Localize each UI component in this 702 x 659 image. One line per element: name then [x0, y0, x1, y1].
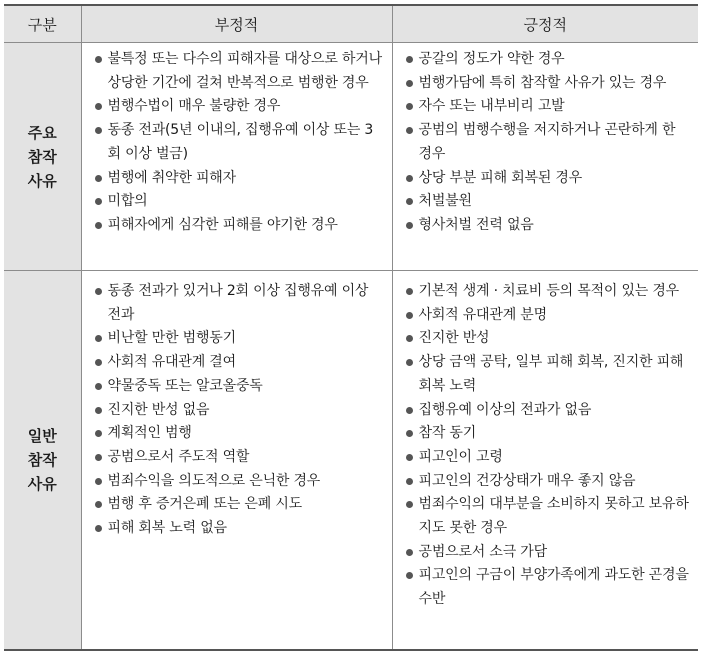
row-category	[4, 121, 81, 193]
category-line: 사유	[27, 475, 57, 493]
list-item: 범죄수익의 대부분을 소비하지 못하고 보유하지도 못한 경우	[405, 493, 691, 540]
negative-factors-cell	[81, 271, 392, 651]
category-line: 일반	[27, 427, 57, 445]
list-item: 진지한 반성 없음	[94, 399, 384, 423]
list-item: 공범으로서 소극 가담	[405, 541, 691, 565]
list-item: 참작 동기	[405, 422, 691, 446]
list-item: 상당 부분 피해 회복된 경우	[405, 167, 691, 191]
list-item: 진지한 반성	[405, 327, 691, 351]
positive-factors-list	[393, 43, 699, 238]
table-row	[4, 271, 698, 651]
positive-factors-list	[393, 271, 699, 612]
list-item: 범행수법이 매우 불량한 경우	[94, 95, 384, 119]
sentencing-factors-table	[4, 4, 698, 651]
positive-factors-cell	[392, 43, 698, 271]
category-line: 주요	[27, 123, 57, 142]
table-header-row	[4, 5, 698, 43]
list-item: 피고인의 건강상태가 매우 좋지 않음	[405, 470, 691, 494]
positive-factors-cell	[392, 271, 698, 651]
header-category: 구분	[4, 5, 81, 43]
list-item: 사회적 유대관계 분명	[405, 304, 691, 328]
list-item: 기본적 생계 · 치료비 등의 목적이 있는 경우	[405, 280, 691, 304]
list-item: 집행유예 이상의 전과가 없음	[405, 399, 691, 423]
list-item: 공범의 범행수행을 저지하거나 곤란하게 한 경우	[405, 119, 691, 166]
list-item: 자수 또는 내부비리 고발	[405, 95, 691, 119]
table-row	[4, 43, 698, 271]
list-item: 피고인의 구금이 부양가족에게 과도한 곤경을 수반	[405, 564, 691, 611]
list-item: 범죄수익을 의도적으로 은닉한 경우	[94, 470, 384, 494]
category-line: 참작	[27, 451, 57, 469]
list-item: 사회적 유대관계 결여	[94, 351, 384, 375]
list-item: 범행 후 증거은폐 또는 은폐 시도	[94, 493, 384, 517]
negative-factors-list	[82, 271, 392, 541]
category-line: 참작	[27, 147, 57, 166]
category-line: 사유	[27, 171, 57, 190]
list-item: 동종 전과(5년 이내의, 집행유예 이상 또는 3회 이상 벌금)	[94, 119, 384, 166]
header-positive: 긍정적	[392, 5, 698, 43]
negative-factors-list	[82, 43, 392, 238]
list-item: 상당 금액 공탁, 일부 피해 회복, 진지한 피해 회복 노력	[405, 351, 691, 398]
list-item: 피해 회복 노력 없음	[94, 517, 384, 541]
list-item: 동종 전과가 있거나 2회 이상 집행유예 이상 전과	[94, 280, 384, 327]
row-category-cell	[4, 43, 81, 271]
list-item: 비난할 만한 범행동기	[94, 327, 384, 351]
list-item: 처벌불원	[405, 190, 691, 214]
header-negative: 부정적	[81, 5, 392, 43]
list-item: 피고인이 고령	[405, 446, 691, 470]
row-category	[4, 424, 81, 496]
list-item: 피해자에게 심각한 피해를 야기한 경우	[94, 214, 384, 238]
list-item: 범행가담에 특히 참작할 사유가 있는 경우	[405, 72, 691, 96]
list-item: 불특정 또는 다수의 피해자를 대상으로 하거나 상당한 기간에 걸쳐 반복적으로 범행한 경우	[94, 48, 384, 95]
row-category-cell	[4, 271, 81, 651]
negative-factors-cell	[81, 43, 392, 271]
list-item: 형사처벌 전력 없음	[405, 214, 691, 238]
list-item: 공범으로서 주도적 역할	[94, 446, 384, 470]
list-item: 계획적인 범행	[94, 422, 384, 446]
list-item: 약물중독 또는 알코올중독	[94, 375, 384, 399]
list-item: 범행에 취약한 피해자	[94, 167, 384, 191]
list-item: 공갈의 정도가 약한 경우	[405, 48, 691, 72]
list-item: 미합의	[94, 190, 384, 214]
